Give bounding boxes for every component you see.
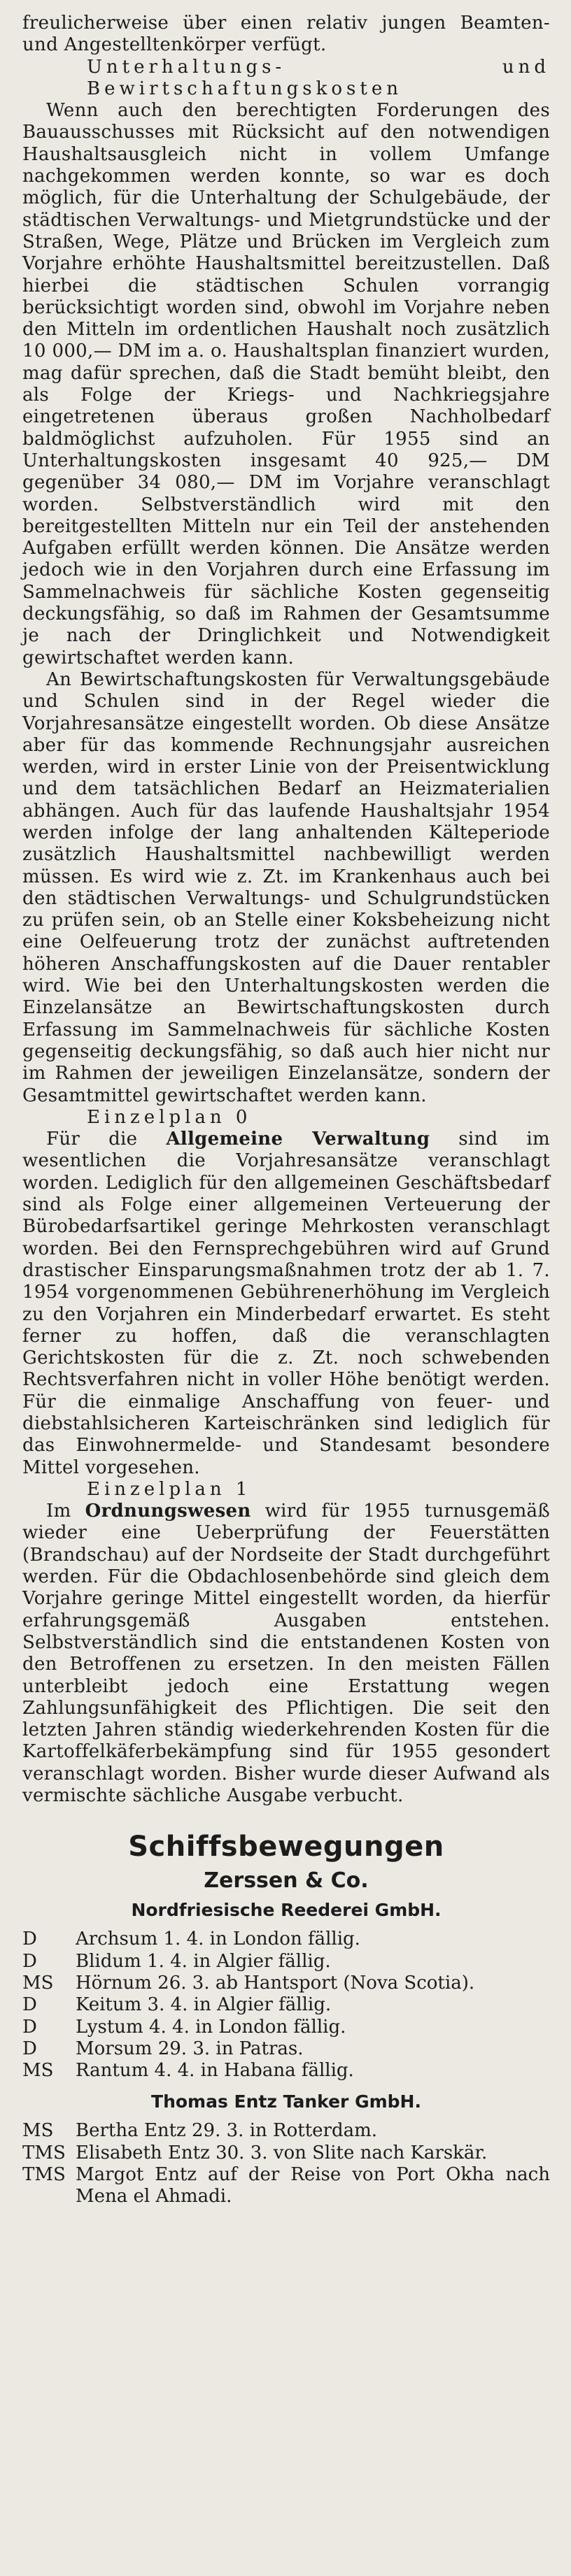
ship-type-code: MS bbox=[22, 1972, 54, 1994]
ep0-pre: Für die bbox=[46, 1129, 167, 1150]
ship-row bbox=[22, 1951, 550, 1973]
heading-einzelplan-1: Einzelplan 1 bbox=[87, 1478, 252, 1500]
ship-type-code: D bbox=[22, 1929, 37, 1950]
ship-row bbox=[22, 1994, 550, 2016]
ship-movement-text: Blidum 1. 4. in Algier fällig. bbox=[76, 1950, 331, 1972]
ship-row bbox=[22, 2120, 550, 2142]
ship-type-code: MS bbox=[22, 2060, 54, 2082]
ship-row bbox=[22, 1929, 550, 1950]
ship-type-code: TMS bbox=[22, 2142, 66, 2163]
ship-movement-text: Hörnum 26. 3. ab Hantsport (Nova Scotia). bbox=[76, 1972, 475, 1994]
ship-movement-text: Bertha Entz 29. 3. in Rotterdam. bbox=[76, 2120, 378, 2142]
heading-unterhaltung: Unterhaltungs- und Bewirtschaftungskosten bbox=[87, 56, 550, 99]
article-column bbox=[22, 13, 550, 2208]
reederei-heading-1: Nordfriesische Reederei GmbH. bbox=[131, 1900, 442, 1921]
heading-einzelplan-0: Einzelplan 0 bbox=[87, 1106, 252, 1128]
intro-paragraph: freulicherweise über einen relativ jungen Beamten- und Angestelltenkörper verfügt. bbox=[22, 13, 550, 56]
ship-type-code: MS bbox=[22, 2120, 54, 2142]
ep0-bold: Allgemeine Verwaltung bbox=[166, 1129, 430, 1150]
ship-type-code: D bbox=[22, 2016, 37, 2038]
paragraph-bewirtschaftung: An Bewirtschaftungskosten für Verwaltungsgebäude und Schulen sind in der Regel wieder die Vorjahresansätze eingestellt worden. Ob diese Ansätze aber für das kommende Rechnungsjahr ausreichen werden, wird in erster Linie von der Preisentwicklung und dem tatsächlichen Bedarf an Heizmaterialien abhängen. Auch für das laufende Haushaltsjahr 1954 werden infolge der lang anhaltenden Kälteperiode zusätzlich Haushaltsmittel nachbewilligt werden müssen. Es wird wie z. Zt. im Krankenhaus auch bei den städtischen Verwaltungs- und Schulgrundstücken zu prüfen sein, ob an Stelle einer Koksbeheizung nicht eine Oelfeuerung trotz der zunächst auftretenden höheren Anschaffungskosten auf die Dauer rentabler wird. Wie bei den Unterhaltungskosten werden die Einzelansätze an Bewirtschaftungskosten durch Erfassung im Sammelnachweis für sächliche Kosten gegenseitig deckungsfähig, so daß auch hier nicht nur im Rahmen der jeweiligen Einzelansätze, sondern der Gesamtmittel gewirtschaftet werden kann. bbox=[22, 668, 550, 1106]
ship-row bbox=[22, 1973, 550, 1994]
ep1-post: wird für 1955 turnusgemäß wieder eine Ueberprüfung der Feuerstätten (Brandschau) auf der Nordseite der Stadt durchgeführt werden. Für die Obdachlosenbehörde sind gleich dem Vorjahre geringe Mittel eingestellt worden, da hierfür erfahrungsgemäß Ausgaben entstehen. Selbstverständlich sind die entstandenen Kosten von den Betroffenen zu ersetzen. In den meisten Fällen unterbleibt jedoch eine Erstattung wegen Zahlungsunfähigkeit des Pflichtigen. Die seit den letzten Jahren ständig wiederkehrenden Kosten für die Kartoffelkäferbekämpfung sind für 1955 gesondert veranschlagt worden. Bisher wurde dieser Aufwand als vermischte sächliche Ausgabe verbucht. bbox=[22, 1501, 550, 1807]
reederei-heading-2: Thomas Entz Tanker GmbH. bbox=[151, 2091, 421, 2112]
ship-row bbox=[22, 2060, 550, 2082]
ship-type-code: D bbox=[22, 1950, 37, 1972]
ship-type-code: D bbox=[22, 1994, 37, 2016]
ship-row bbox=[22, 2017, 550, 2038]
ship-list-2 bbox=[22, 2120, 550, 2208]
ship-type-code: TMS bbox=[22, 2164, 66, 2186]
ep1-bold: Ordnungswesen bbox=[85, 1501, 251, 1522]
ship-movement-text: Lystum 4. 4. in London fällig. bbox=[76, 2016, 346, 2038]
paragraph-einzelplan-0 bbox=[22, 1129, 550, 1479]
shipping-company bbox=[22, 1868, 550, 1893]
shipping-title: Schiffsbewegungen bbox=[128, 1831, 444, 1863]
ship-movement-text: Archsum 1. 4. in London fällig. bbox=[76, 1929, 360, 1950]
company-name: Zerssen & Co. bbox=[204, 1868, 369, 1894]
ship-row bbox=[22, 2038, 550, 2060]
ep0-post: sind im wesentlichen die Vorjahresansätze veranschlagt worden. Lediglich für den allgemeinen Geschäftsbedarf sind als Folge einer allgemeinen Verteuerung der Bürobedarfsartikel geringe Mehrkosten veranschlagt worden. Bei den Fernsprechgebühren wird auf Grund drastischer Einsparungsmaßnahmen trotz der ab 1. 7. 1954 vorgenommenen Gebührenerhöhung im Vergleich zu den Vorjahren ein Minderbedarf erwartet. Es steht ferner zu hoffen, daß die veranschlagten Gerichtskosten für die z. Zt. noch schwebenden Rechtsverfahren nicht in voller Höhe benötigt werden. Für die einmalige Anschaffung von feuer- und diebstahlsicheren Karteischränken sind lediglich für das Einwohnermelde- und Standesamt besondere Mittel vorgesehen. bbox=[22, 1129, 550, 1478]
ship-row bbox=[22, 2142, 550, 2164]
ship-movement-text: Elisabeth Entz 30. 3. von Slite nach Karskär. bbox=[76, 2142, 488, 2163]
ep1-pre: Im bbox=[46, 1501, 85, 1522]
ship-list-1 bbox=[22, 1929, 550, 2082]
paragraph-einzelplan-1 bbox=[22, 1501, 550, 1807]
ship-movement-text: Margot Entz auf der Reise von Port Okha nach Mena el Ahmadi. bbox=[76, 2164, 550, 2208]
ship-movement-text: Keitum 3. 4. in Algier fällig. bbox=[76, 1994, 332, 2016]
ship-movement-text: Morsum 29. 3. in Patras. bbox=[76, 2038, 304, 2059]
paragraph-unterhaltung: Wenn auch den berechtigten Forderungen des Bauausschusses mit Rücksicht auf den notwendigen Haushaltsausgleich nicht in vollem Umfange nachgekommen werden konnte, so war es doch möglich, für die Unterhaltung der Schulgebäude, der städtischen Verwaltungs- und Mietgrundstücke und der Straßen, Wege, Plätze und Brücken im Vergleich zum Vorjahre erhöhte Haushaltsmittel bereitzustellen. Daß hierbei die städtischen Schulen vorrangig berücksichtigt worden sind, obwohl im Vorjahre neben den Mitteln im ordentlichen Haushalt noch zusätzlich 10 000,— DM im a. o. Haushaltsplan finanziert wurden, mag dafür sprechen, daß die Stadt bemüht bleibt, den als Folge der Kriegs- und Nachkriegsjahre eingetretenen überaus großen Nachholbedarf baldmöglichst aufzuholen. Für 1955 sind an Unterhaltungskosten insgesamt 40 925,— DM gegenüber 34 080,— DM im Vorjahre veranschlagt worden. Selbstverständlich wird mit den bereitgestellten Mitteln nur ein Teil der anstehenden Aufgaben erfüllt werden können. Die Ansätze werden jedoch wie in den Vorjahren durch eine Erfassung im Sammelnachweis für sächliche Kosten gegenseitig deckungsfähig, so daß im Rahmen der Gesamtsumme je nach der Dringlichkeit und Notwendigkeit gewirtschaftet werden kann. bbox=[22, 100, 550, 668]
ship-type-code: D bbox=[22, 2038, 37, 2059]
ship-row bbox=[22, 2164, 550, 2208]
ship-movement-text: Rantum 4. 4. in Habana fällig. bbox=[76, 2060, 354, 2082]
